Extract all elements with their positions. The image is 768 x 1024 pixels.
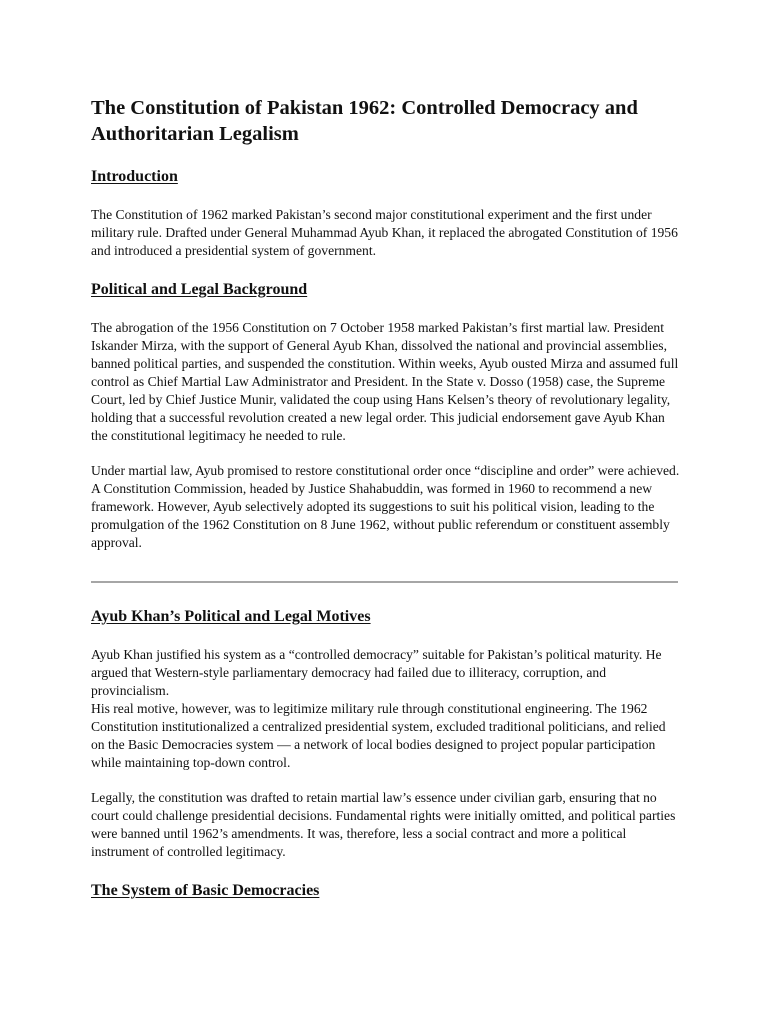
paragraph-motives-1a: Ayub Khan justified his system as a “controlled democracy” suitable for Pakistan’s political maturity. He argued that Western-style parliamentary democracy had failed due to illiteracy, corruption, and provincialism.: [91, 647, 662, 698]
document-title: The Constitution of Pakistan 1962: Controlled Democracy and Authoritarian Legalism: [91, 97, 638, 145]
paragraph-introduction: The Constitution of 1962 marked Pakistan’s second major constitutional experiment and the first under military rule. Drafted under General Muhammad Ayub Khan, it replaced the abrogated Constitution of 1956 and introduced a presidential system of government.: [91, 207, 678, 258]
heading-basic-democracies: The System of Basic Democracies: [91, 882, 320, 899]
paragraph-background-2: Under martial law, Ayub promised to restore constitutional order once “discipline and order” were achieved. A Constitution Commission, headed by Justice Shahabuddin, was formed in 1960 to recommend a new framework. However, Ayub selectively adopted its suggestions to suit his political vision, leading to the promulgation of the 1962 Constitution on 8 June 1962, without public referendum or constituent assembly approval.: [91, 463, 680, 550]
paragraph-motives-2: Legally, the constitution was drafted to retain martial law’s essence under civilian garb, ensuring that no court could challenge presidential decisions. Fundamental rights were initially omitted, and political parties were banned until 1962’s amendments. It was, therefore, less a social contract and more a political instrument of controlled legitimacy.: [91, 790, 676, 859]
document-page: [91, 95, 681, 901]
heading-background: Political and Legal Background: [91, 281, 308, 298]
paragraph-motives-1b: His real motive, however, was to legitimize military rule through constitutional engineering. The 1962 Constitution institutionalized a centralized presidential system, excluded traditional politicians, and relied on the Basic Democracies system — a network of local bodies designed to project popular participation while maintaining top-down control.: [91, 701, 666, 770]
paragraph-background-1: The abrogation of the 1956 Constitution on 7 October 1958 marked Pakistan’s first martial law. President Iskander Mirza, with the support of General Ayub Khan, dissolved the national and provincial assemblies, banned political parties, and suspended the constitution. Within weeks, Ayub ousted Mirza and assumed full control as Chief Martial Law Administrator and President. In the State v. Dosso (1958) case, the Supreme Court, led by Chief Justice Munir, validated the coup using Hans Kelsen’s theory of revolutionary legality, holding that a successful revolution created a new legal order. This judicial endorsement gave Ayub Khan the constitutional legitimacy he needed to rule.: [91, 320, 679, 443]
heading-introduction: Introduction: [91, 168, 178, 185]
heading-motives: Ayub Khan’s Political and Legal Motives: [91, 608, 371, 625]
